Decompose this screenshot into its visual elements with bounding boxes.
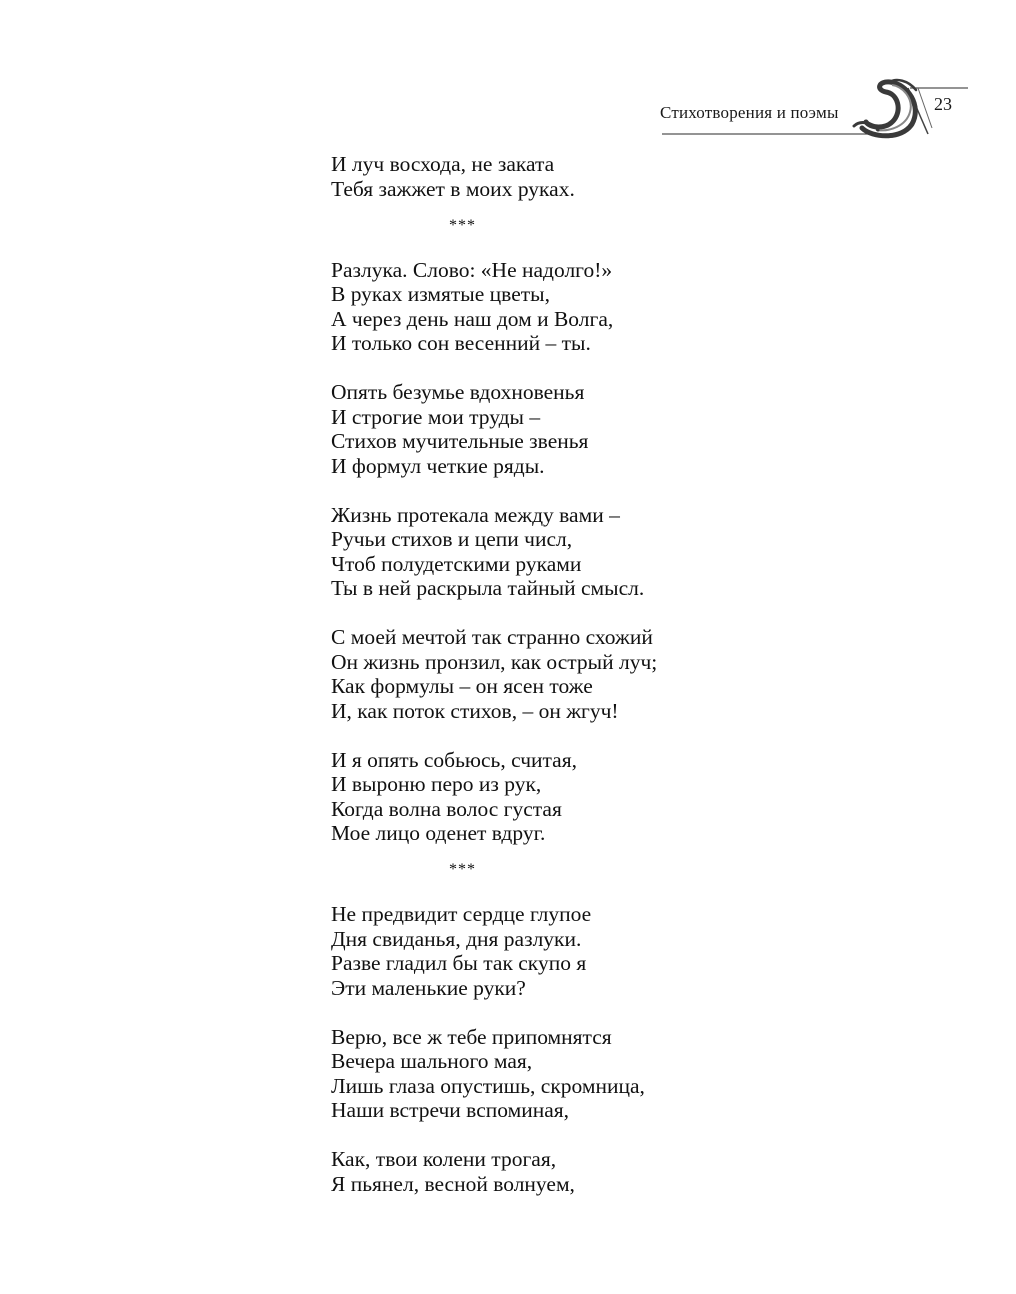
poem-line: Лишь глаза опустишь, скромница, — [331, 1073, 645, 1098]
poem-line: Он жизнь пронзил, как острый луч; — [331, 649, 658, 674]
poem-line: И я опять собьюсь, считая, — [331, 747, 577, 772]
stanza — [331, 258, 891, 356]
poem-line: Ты в ней раскрыла тайный смысл. — [331, 576, 645, 600]
poem-text — [331, 152, 891, 1221]
poem-line: Опять безумье вдохновенья — [331, 380, 585, 404]
poem-line: И только сон весенний – ты. — [331, 331, 591, 355]
poem-line: А через день наш дом и Волга, — [331, 306, 614, 331]
stanza — [331, 152, 891, 201]
stanza — [331, 1147, 891, 1196]
poem-line: И формул четкие ряды. — [331, 453, 545, 478]
stanza — [331, 1025, 891, 1123]
poem-line: Наши встречи вспоминая, — [331, 1098, 570, 1122]
poem-line: Когда волна волос густая — [331, 796, 562, 821]
running-title: Стихотворения и поэмы — [660, 103, 839, 122]
stanza-divider: *** — [449, 861, 476, 878]
poem-line: В руках измятые цветы, — [331, 282, 550, 306]
poem-line: Эти маленькие руки? — [331, 975, 526, 1000]
stanza — [331, 380, 891, 478]
poem-line: Ручьи стихов и цепи числ, — [331, 527, 573, 551]
poem-line: Тебя зажжет в моих руках. — [331, 176, 575, 201]
poem-line: И выроню перо из рук, — [331, 772, 542, 796]
stanza — [331, 503, 891, 601]
stanza — [331, 902, 891, 1000]
poem-line: Не предвидит сердце глупое — [331, 902, 592, 926]
poem-line: Разлука. Слово: «Не надолго!» — [331, 257, 613, 282]
poem-line: Как, твои колени трогая, — [331, 1147, 557, 1171]
stanza-divider: *** — [449, 216, 476, 234]
poem-line: И, как поток стихов, – он жгуч! — [331, 698, 619, 723]
poem-line: Вечера шального мая, — [331, 1049, 533, 1073]
poem-line: Чтоб полудетскими руками — [331, 551, 582, 576]
poem-line: Стихов мучительные звенья — [331, 429, 589, 453]
poem-line: Верю, все ж тебе припомнятся — [331, 1024, 612, 1049]
stanza — [331, 748, 891, 846]
poem-line: Как формулы – он ясен тоже — [331, 674, 593, 698]
poem-line: Мое лицо оденет вдруг. — [331, 821, 546, 845]
poem-line: И строгие мои труды – — [331, 404, 541, 429]
stanza — [331, 625, 891, 723]
poem-line: Жизнь протекала между вами – — [331, 502, 620, 527]
page-header — [0, 0, 1016, 150]
poem-line: Разве гладил бы так скупо я — [331, 951, 587, 975]
poem-line: С моей мечтой так странно схожий — [331, 625, 653, 649]
poem-line: И луч восхода, не заката — [331, 152, 555, 176]
poem-line: Я пьянел, весной волнуем, — [331, 1171, 575, 1196]
page-number: 23 — [934, 94, 952, 114]
poem-line: Дня свиданья, дня разлуки. — [331, 926, 582, 951]
